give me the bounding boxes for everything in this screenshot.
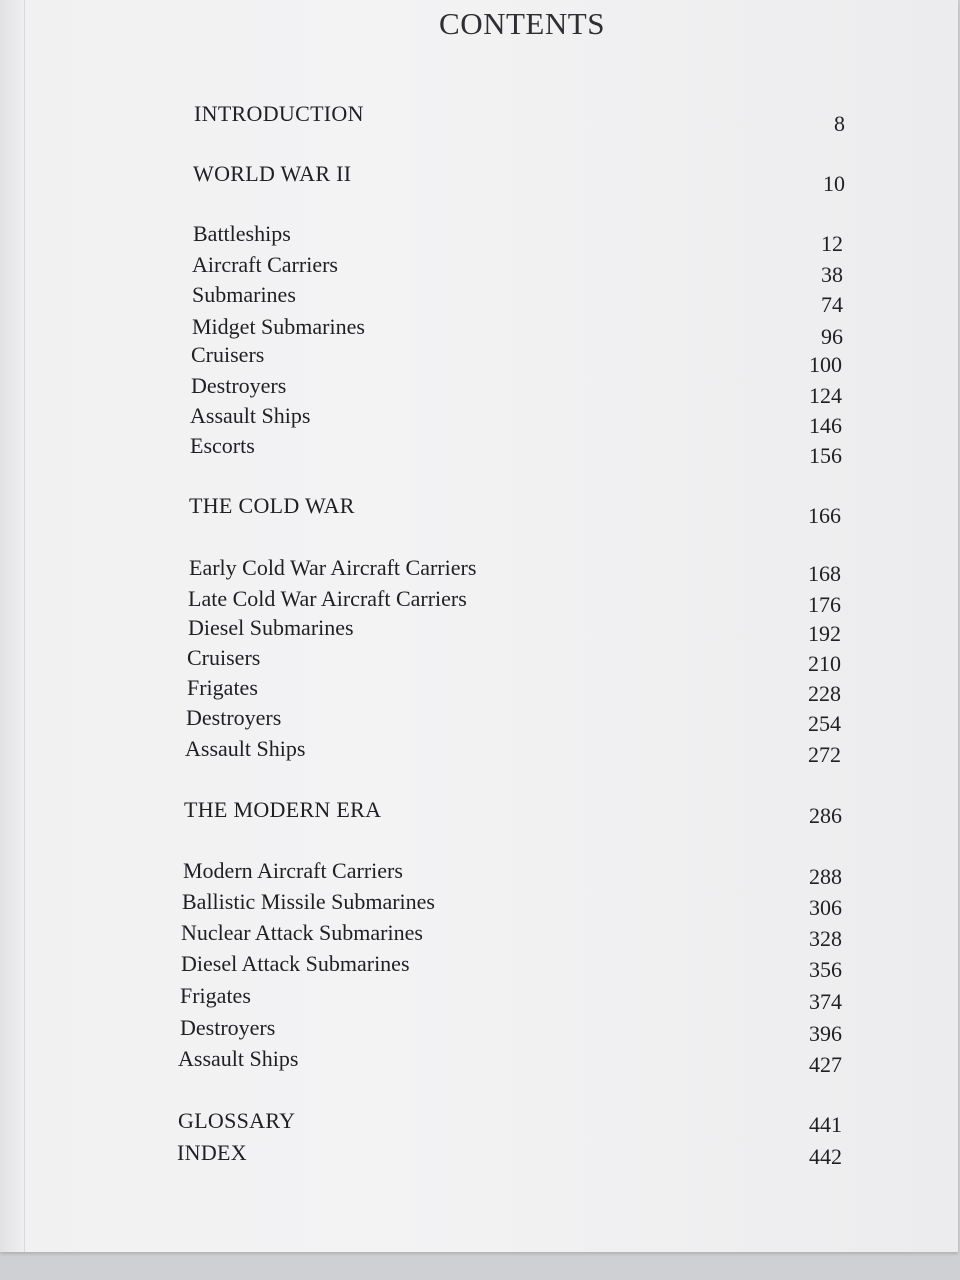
toc-page-number: 192 — [808, 621, 841, 646]
toc-entry-label: Aircraft Carriers — [192, 252, 338, 277]
toc-section-heading — [178, 1108, 842, 1138]
toc-page-number: 38 — [821, 262, 843, 287]
toc-item — [192, 252, 843, 287]
toc-section-heading — [184, 797, 842, 827]
toc-page-number: 176 — [808, 592, 841, 617]
toc-entry-label: INDEX — [177, 1140, 247, 1165]
toc-page-number: 100 — [809, 352, 842, 377]
toc-entry-label: Cruisers — [191, 342, 265, 367]
toc-entry-label: Nuclear Attack Submarines — [181, 920, 423, 945]
toc-page-number: 442 — [809, 1144, 842, 1169]
toc-item — [190, 433, 842, 468]
toc-page-number: 146 — [809, 413, 842, 438]
toc-page-number: 328 — [809, 926, 842, 951]
toc-item — [181, 951, 842, 981]
toc-entry-label: Assault Ships — [178, 1046, 299, 1071]
toc-entry-label: Escorts — [190, 433, 255, 458]
toc-item — [192, 282, 843, 317]
toc-item — [193, 221, 843, 256]
toc-entry-label: Assault Ships — [190, 403, 311, 428]
toc-item — [188, 586, 841, 616]
toc-item — [191, 342, 842, 377]
toc-item — [187, 675, 841, 705]
toc-entry-label: GLOSSARY — [178, 1108, 296, 1133]
toc-page-number: 12 — [821, 231, 843, 256]
page-title: CONTENTS — [439, 6, 605, 41]
toc-entry-label: Frigates — [187, 675, 258, 700]
toc-page-number: 124 — [809, 383, 842, 408]
toc-entry-label: Diesel Attack Submarines — [181, 951, 410, 976]
toc-page-number: 74 — [821, 292, 843, 317]
toc-entry-label: Early Cold War Aircraft Carriers — [189, 555, 477, 580]
toc-page-number: 441 — [809, 1112, 842, 1137]
toc-entry-label: INTRODUCTION — [194, 101, 364, 126]
toc-section-heading — [177, 1140, 842, 1170]
toc-page-number: 306 — [809, 895, 842, 920]
toc-page-number: 288 — [809, 864, 842, 889]
toc-entry-label: WORLD WAR II — [193, 161, 352, 186]
toc-page-number: 166 — [808, 503, 841, 528]
toc-page-number: 374 — [809, 989, 842, 1014]
toc-entry-label: Modern Aircraft Carriers — [183, 858, 403, 883]
toc-item — [187, 645, 841, 675]
toc-item — [182, 889, 842, 919]
toc-page-number: 10 — [823, 171, 845, 196]
toc-section-heading — [194, 101, 845, 136]
toc-section-heading — [189, 493, 841, 528]
toc-page-number: 8 — [834, 111, 845, 136]
toc-entry-label: Destroyers — [186, 705, 282, 730]
toc-entry-label: Assault Ships — [185, 736, 306, 761]
toc-section-heading — [193, 161, 845, 196]
toc-entry-label: THE MODERN ERA — [184, 797, 382, 822]
toc-item — [180, 983, 842, 1013]
toc-page-number: 228 — [808, 681, 841, 706]
toc-entry-label: Frigates — [180, 983, 251, 1008]
toc-entry-label: Ballistic Missile Submarines — [182, 889, 435, 914]
toc-item — [192, 314, 843, 349]
toc-entry-label: Cruisers — [187, 645, 261, 670]
toc-page-number: 96 — [821, 324, 843, 349]
toc-page-number: 156 — [809, 443, 842, 468]
toc-item — [188, 615, 841, 645]
toc-item — [180, 1015, 842, 1045]
toc-entry-label: Midget Submarines — [192, 314, 365, 339]
toc-page-number: 427 — [809, 1052, 842, 1077]
toc-page-number: 356 — [809, 957, 842, 982]
toc-entry-label: Late Cold War Aircraft Carriers — [188, 586, 467, 611]
toc-page-number: 210 — [808, 651, 841, 676]
toc-page-number: 286 — [809, 803, 842, 828]
toc-item — [183, 858, 842, 888]
toc-item — [189, 555, 841, 585]
toc-page-number: 396 — [809, 1021, 842, 1046]
toc-page-number: 272 — [808, 742, 841, 767]
toc-entry-label: Submarines — [192, 282, 296, 307]
toc-entry-label: Destroyers — [191, 373, 287, 398]
toc-entry-label: Battleships — [193, 221, 291, 246]
toc-entry-label: Destroyers — [180, 1015, 276, 1040]
toc-item — [190, 403, 842, 438]
toc-page-number: 254 — [808, 711, 841, 736]
toc-entry-label: Diesel Submarines — [188, 615, 354, 640]
toc-page-number: 168 — [808, 561, 841, 586]
toc-item — [181, 920, 842, 950]
toc-item — [191, 373, 842, 408]
toc-entry-label: THE COLD WAR — [189, 493, 355, 518]
toc-item — [178, 1046, 842, 1076]
toc-item — [186, 705, 841, 735]
toc-item — [185, 736, 841, 766]
